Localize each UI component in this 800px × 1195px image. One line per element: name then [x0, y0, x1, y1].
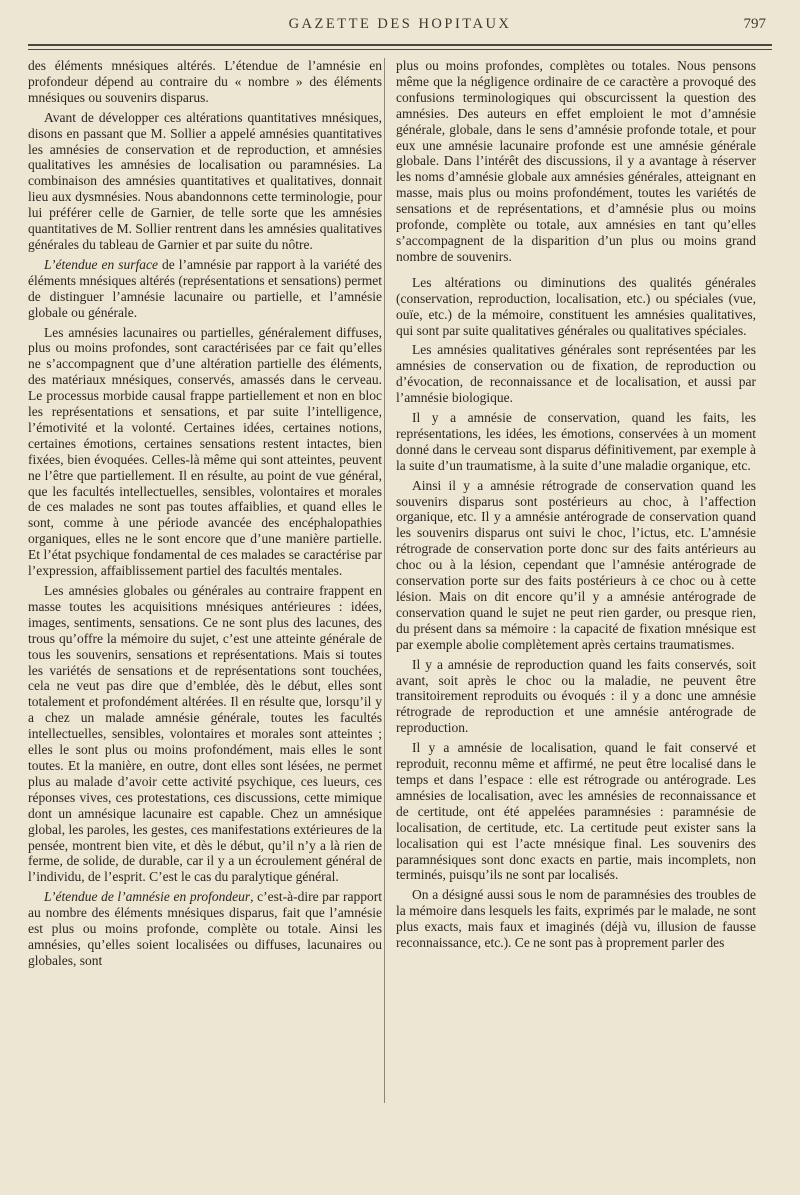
header-rule-thin	[28, 49, 772, 50]
paragraph: On a désigné aussi sous le nom de paramnésies des troubles de la mémoire dans lesquels les faits, exprimés par le malade, ne sont plus exacts, mais faux et imaginés (déjà vu, illusion de fausse reconnaissance, etc.). Ce ne sont pas à proprement parler des	[396, 887, 756, 951]
paragraph: Les amnésies globales ou générales au contraire frappent en masse toutes les acquisitions mnésiques antérieures : idées, images, sentiments, sensations. Ce ne sont plus des lacunes, des trous qu’offre la mémoire du sujet, c’est une atteinte générale de tous les souvenirs, sensations et représentations. Mais si toutes les variétés de sensations et de représentations sont touchées, cela ne veut pas dire que d’emblée, dès le début, elles sont totalement et profondément altérées. Il en résulte que, lorsqu’il y a chez un malade amnésie générale, toutes les facultés intellectuelles, sensibles, volontaires et morales sont atteintes ; elles le sont plus ou moins profondément, mais elles le sont toutes. Et la manière, en outre, dont elles sont lésées, ne permet plus au malade d’avoir cette activité psychique, ces lueurs, ces réponses vives, ces protestations, ces discussions, cette mimique dont un amnésique lacunaire est capable. Chez un amnésique global, les paroles, les gestes, ces manifestations extérieures de la pensée, montrent bien vite, et dès le début, qu’il n’y a là rien de ferme, de solide, de durable, car il y a un écroulement général de l’individu, de l’esprit. C’est le cas du paralytique général.	[28, 583, 382, 885]
paragraph: plus ou moins profondes, complètes ou totales. Nous pensons même que la négligence ordinaire de ce caractère a provoqué des confusions terminologiques qui obscurcissent la question des amnésies. Des auteurs en effet emploient le mot d’amnésie générale, globale, dans le sens d’amnésie profonde totale, et pour eux une amnésie lacunaire profonde est une amnésie générale globale. Dans l’intérêt des discussions, il y a avantage à réserver les noms d’amnésie globale aux amnésies générales, atteignant en masse, mais plus ou moins profondément, toutes les variétés de sensations et de représentations, et d’amnésie plus ou moins profonde, complète ou totale, aux amnésies en tant qu’elles s’accompagnent de la disparition d’un plus ou moins grand nombre de souvenirs.	[396, 58, 756, 264]
page-number: 797	[743, 16, 766, 32]
paragraph: des éléments mnésiques altérés. L’étendue de l’amnésie en profondeur dépend au contraire du « nombre » des éléments mnésiques ou souvenirs disparus.	[28, 58, 382, 105]
paragraph: L’étendue en surface de l’amnésie par rapport à la variété des éléments mnésiques altérés (représentations et sensations) permet de distinguer l’amnésie lacunaire ou partielle, et l’amnésie globale ou générale.	[28, 256, 382, 320]
paragraph: Il y a amnésie de reproduction quand les faits conservés, soit avant, soit après le choc ou la maladie, ne peuvent être transitoirement reproduits ou évoqués : il y a donc une amnésie rétrograde de reproduction et une amnésie antérograde de reproduction.	[396, 656, 756, 736]
paragraph: L’étendue de l’amnésie en profondeur, c’est-à-dire par rapport au nombre des éléments mnésiques disparus, fait que l’amnésie est plus ou moins profonde, complète ou totale. Ainsi les amnésies, qu’elles soient localisées ou diffuses, lacunaires ou globales, sont	[28, 889, 382, 968]
header-title: GAZETTE DES HOPITAUX	[288, 16, 512, 32]
paragraph: Les amnésies lacunaires ou partielles, généralement diffuses, plus ou moins profondes, sont caractérisées par ce fait qu’elles ne s’accompagnent que d’une altération partielle des éléments, des matériaux mnésiques, conservés, amassés dans le cerveau. Le processus morbide causal frappe partiellement et non en bloc les représentations et sensations, et par suite l’intelligence, l’émotivité et la volonté. Certaines idées, certaines notions, certaines émotions, certaines sensations restent intactes, bien fixées, bien évoquées. Celles-là même qui sont atteintes, peuvent ne l’être que partiellement. Il en résulte, au point de vue général, que les facultés intellectuelles, sensibles, volontaires et morales de ces malades ne sont pas toutes affaiblies, et quand elles le sont, comme à une période avancée des encéphalopathies organiques, elles ne le sont encore que d’une manière partielle. Et l’état psychique fondamental de ces malades se caractérise par l’expression, affaiblissement partiel des facultés mentales.	[28, 324, 382, 579]
left-column	[28, 58, 382, 973]
paragraph: Il y a amnésie de conservation, quand les faits, les représentations, les idées, les émotions, conservées à un moment donné dans le cerveau sont disparus définitivement, par exemple à la suite d’un traumatisme, à la suite d’une maladie organique, etc.	[396, 410, 756, 473]
header-rule	[28, 44, 772, 46]
right-column	[396, 58, 756, 955]
paragraph: Il y a amnésie de localisation, quand le fait conservé et reproduit, reconnu même et affirmé, ne peut être localisé dans le temps et dans l’espace : elle est rétrograde ou antérograde. Les amnésies de localisation, avec les amnésies de reconnaissance et de certitude, ont été appelées paramnésies : paramnésie de localisation, de certitude, etc. La certitude peut exister sans la localisation qui est l’acte mnésique final. Les souvenirs des paramnésiques sont donc exacts en partie, mais incomplets, non terminés, puisqu’ils ne sont par localisés.	[396, 740, 756, 883]
paragraph: Les altérations ou diminutions des qualités générales (conservation, reproduction, localisation, etc.) ou spéciales (vue, ouïe, etc.) de la mémoire, constituent les amnésies qualitatives, qui sont par suite qualitatives générales ou qualitatives spéciales.	[396, 274, 756, 338]
paragraph: Avant de développer ces altérations quantitatives mnésiques, disons en passant que M. Sollier a appelé amnésies quantitatives les amnésies de conservation et de reproduction, et amnésies qualitatives les amnésies de localisation ou paramnésies. La combinaison des amnésies quantitatives et qualitatives, donnait lieu aux dysmnésies. Nous abandonnons cette terminologie, pour lui préférer celle de Garnier, de telle sorte que les amnésies quantitatives de M. Sollier rentrent dans les amnésies qualitatives générales du tableau de Garnier et par suite du nôtre.	[28, 109, 382, 252]
page-header	[28, 14, 772, 38]
paragraph: Les amnésies qualitatives générales sont représentées par les amnésies de conservation ou de fixation, de reproduction ou d’évocation, de reconnaissance et de localisation, et aussi par l’amnésie biologique.	[396, 342, 756, 406]
paragraph: Ainsi il y a amnésie rétrograde de conservation quand les souvenirs disparus sont postérieurs au choc, à l’affection organique, etc. Il y a amnésie antérograde de conservation quand les souvenirs disparus ont suivi le choc, l’ictus, etc. L’amnésie rétrograde de conservation porte donc sur des faits antérieurs au choc ou à la lésion, cependant que l’amnésie antérograde de conservation porte sur des faits postérieurs à ce choc ou à cette lésion. Mais on dit encore qu’il y a amnésie antérograde de conservation quand le sujet ne peut rien garder, ou presque rien, du présent dans sa mémoire : la capacité de fixation mnésique est par exemple abolie complètement après certains traumatismes.	[396, 477, 756, 652]
column-divider	[384, 58, 385, 1103]
